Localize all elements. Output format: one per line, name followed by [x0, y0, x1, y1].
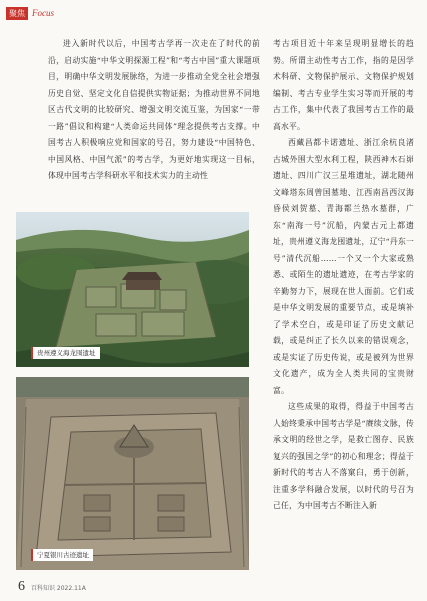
photo-caption: 贵州遵义海龙囤遗址	[31, 347, 100, 359]
right-paragraph: 这些成果的取得，得益于中国考古人始终秉承中国考古学是“赓续文脉，传承文明的经世之学，是救亡图存、民族复兴的强国之学”的初心和理念；得益于新时代的考古人不落窠臼，勇于创新，注重多学科融合发展，以时代的号召为己任，为中国考古不断注入新	[273, 402, 414, 510]
photo-caption: 宁夏银川古迹遗址	[31, 549, 93, 561]
photo-yinchuan	[16, 377, 249, 570]
page-footer	[18, 579, 86, 595]
section-header	[6, 6, 54, 20]
aerial-ruins-photo	[16, 212, 249, 367]
section-tag: 聚焦	[6, 7, 28, 20]
photo-hailongtun	[16, 212, 249, 367]
page-number: 6	[18, 579, 25, 594]
aerial-excavation-photo	[16, 377, 249, 570]
right-paragraph: 西藏昌都卡诺遗址、浙江余杭良渚古城外围大型水利工程，陕西神木石峁遗址、四川广汉三星堆遗址，湖北随州文峰塔东周曾国墓地、江西南昌西汉海昏侯刘贺墓、青海都兰热水墓群，广东“南海一号”沉船，内蒙古元上都遗址，贵州遵义海龙囤遗址，辽宁“丹东一号”清代沉船……一个又一个大家或熟悉、或陌生的遗址遗迹，在考古学家的辛勤努力下，展现在世人面前。它们或是中华文明发展的重要节点，或是填补了学术空白，或是印证了历史文献记载，或是纠正了长久以来的错误观念，或是实证了历史传说，或是被列为世界文化遗产，成为全人类共同的宝贵财富。	[273, 138, 414, 395]
lead-paragraph: 进入新时代以后，中国考古学再一次走在了时代的前沿，启动实施“中华文明探源工程”和“考古中国”重大课题项目，明确中华文明发展脉络，为进一步推动全党全社会增强历史自觉、坚定文化自信提供实物证据；为推动世界不同地区古代文明的比较研究、增强文明交流互鉴，为国家“一带一路”倡议和构建“人类命运共同体”理念提供考古支撑。中国考古人积极响应党和国家的号召，努力建设“中国特色、中国风格、中国气派”的考古学，为更好地实现这一目标，体现中国考古学科研水平和技术实力的主动性	[48, 39, 260, 180]
right-paragraph: 考古项目近十年来呈现明显增长的趋势。所谓主动性考古工作，指的是因学术科研、文物保护展示、文物保护规划编制、考古专业学生实习等而开展的考古工作，集中代表了我国考古工作的最高水平。	[273, 39, 414, 131]
lead-text-block	[48, 36, 260, 185]
journal-info: 百科知识 2022.11A	[31, 585, 86, 592]
section-english-label: Focus	[32, 7, 54, 18]
right-text-column	[273, 36, 414, 515]
